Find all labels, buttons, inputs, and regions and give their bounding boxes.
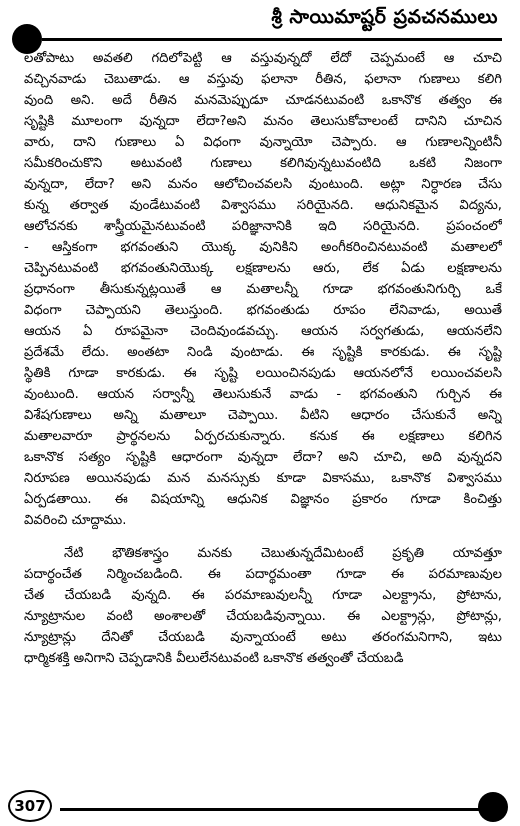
- text-line: చెప్పినటువంటి భగవంతునియొక్క లక్షణాలను ఆరు, లేక ఏడు లక్షణాలను: [24, 261, 502, 276]
- text-line: విశేషగుణాలు అన్ని మతాలూ చెప్పాయి. వీటిని ఆధారం చేసుకునే అన్ని: [24, 408, 502, 423]
- running-title: శ్రీ సాయిమాష్టర్ ప్రవచనములు: [271, 6, 498, 28]
- header-rule: [42, 38, 502, 41]
- text-line: ఏర్పడతాయి. ఈ విషయాన్ని ఆధునిక విజ్ఞానం ప్రకారం గూడా కించిత్తు: [24, 492, 502, 507]
- text-line: వివరించి చూద్దాము.: [24, 513, 127, 528]
- text-line: ప్రధానంగా తీసుకున్నట్లయితే ఆ మతాలన్నీ గూడా భగవంతునిగుర్చి ఒకే: [24, 282, 502, 297]
- text-line: ధార్మికశక్తి అనిగాని చెప్పడానికి వీలులేనటువంటి ఒకానొక తత్వంతో చేయబడి: [24, 651, 404, 666]
- text-line: న్యూట్రాన్లు దేనితో చేయబడి వున్నాయంటే అటు తరంగమనిగాని, ఇటు: [24, 630, 502, 645]
- text-line: నిరూపణ అయినపుడు మన మనస్సుకు కూడా వికాసము, ఒకానొక విశ్వాసము: [24, 471, 502, 486]
- page-footer: [0, 780, 520, 826]
- page-header: [0, 0, 520, 44]
- footer-ornament-dot: [478, 792, 508, 822]
- text-line: వున్నదా, లేదా? అని మనం ఆలోచించవలసి వుంటుంది. అట్లా నిర్ధారణ చేసు: [24, 177, 502, 192]
- text-line: విధంగా చెప్పాయని తెలుస్తుంది. భగవంతుడు రూపం లేనివాడు, అయితే: [24, 303, 502, 318]
- text-line: పదార్థంచేత నిర్మించబడింది. ఈ పదార్థమంతా గూడా ఈ పరమాణువుల: [24, 567, 502, 582]
- paragraph: [24, 543, 502, 669]
- text-line: లతోపాటు అవతలి గదిలోపెట్టి ఆ వస్తువున్నదో లేదో చెప్పమంటే ఆ చూచి: [24, 51, 502, 66]
- text-line: స్థితికి గూడా కారకుడు. ఈ సృష్టి లయించినపుడు ఆయనలోనే లయించవలసి: [24, 366, 502, 381]
- text-line: ఆయన ఏ రూపమైనా చెందివుండవచ్చు. ఆయన సర్వగతుడు, ఆయనలేని: [24, 324, 502, 339]
- text-line: వచ్చినవాడు చెబుతాడు. ఆ వస్తువు ఫలానా రీతిన, ఫలానా గుణాలు కలిగి: [24, 72, 502, 87]
- text-line: మతాలవారూ ప్రార్థనలను ఏర్పరచుకున్నారు. కనుక ఈ లక్షణాలు కలిగిన: [24, 429, 502, 444]
- text-line: సృష్టికి మూలంగా వున్నదా లేదా?అని మనం తెలుసుకోవాలంటే దానిని చూచిన: [24, 114, 502, 129]
- paragraph: [24, 48, 502, 531]
- paragraph-gap: [24, 531, 502, 543]
- text-line: - ఆస్తికంగా భగవంతుని యొక్క వునికిని అంగీకరించినటువంటి మతాలలో: [24, 240, 502, 255]
- text-line: చేత చేయబడి వున్నది. ఈ పరమాణువులన్నీ గూడా ఎలక్ట్రాను, ప్రోటాను,: [24, 588, 502, 603]
- text-line: వారు, దాని గుణాలు ఏ విధంగా వున్నాయో చెప్పారు. ఆ గుణాలన్నింటినీ: [24, 135, 502, 150]
- text-line: వుంటుంది. ఆయన సర్వాన్నీ తెలుసుకునే వాడు - భగవంతుని గుర్చిన ఈ: [24, 387, 502, 402]
- text-line: కున్న తర్వాత వుండేటువంటి విశ్వాసము సరియైనది. ఆధునికమైన విద్యను,: [24, 198, 502, 213]
- text-line: న్యూట్రానుల వంటి అంశాలతో చేయబడివున్నాయి. ఈ ఎలక్ట్రాన్లు, ప్రోటాన్లు,: [24, 609, 502, 624]
- text-line: ఒకానొక సత్యం సృష్టికి ఆధారంగా వున్నదా లేదా? అని చూచి, అది వున్నదని: [24, 450, 502, 465]
- text-line: నేటి భౌతికశాస్త్రం మనకు చెబుతున్నదేమిటంటే ప్రకృతి యావత్తూ: [64, 546, 502, 561]
- text-line: వుంది అని. అదే రీతిన మనమెప్పుడూ చూడనటువంటి ఒకానొక తత్వం ఈ: [24, 93, 502, 108]
- text-line: ఆలోచనకు శాస్త్రీయమైనటువంటి పరిజ్ఞానానికి ఇది సరియైనది. ప్రపంచంలో: [24, 219, 502, 234]
- text-line: సమీకరించుకొని అటువంటి గుణాలు కలిగివున్నటువంటిది ఒకటి నిజంగా: [24, 156, 502, 171]
- text-line: ప్రదేశమే లేదు. అంతటా నిండి వుంటాడు. ఈ సృష్టికి కారకుడు. ఈ సృష్టి: [24, 345, 502, 360]
- body-text: [24, 48, 502, 669]
- page-number: 307: [8, 790, 52, 822]
- footer-rule: [60, 808, 480, 811]
